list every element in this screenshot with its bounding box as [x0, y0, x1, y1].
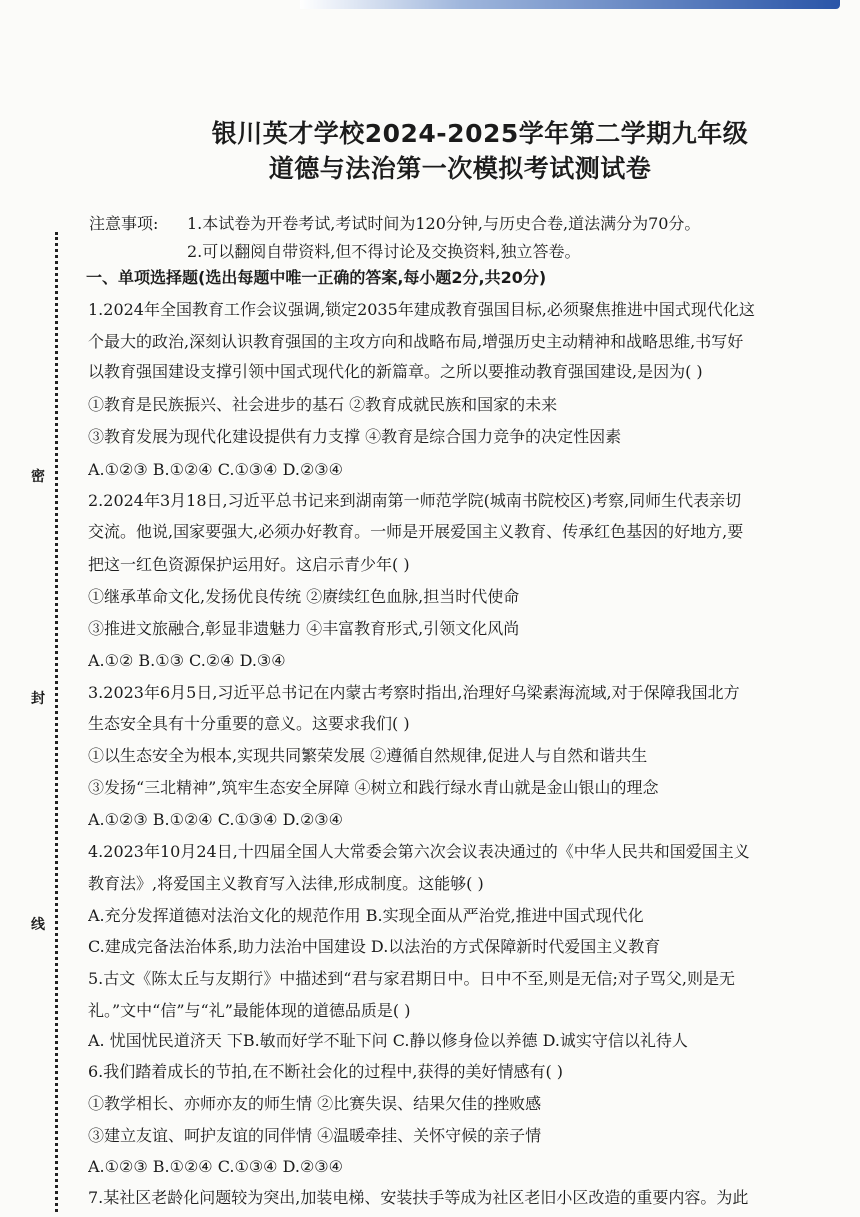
binding-char-feng: 封 — [31, 691, 45, 707]
question-line: 3.2023年6月5日,习近平总书记在内蒙古考察时指出,治理好乌梁素海流域,对于保障我国北方 — [88, 683, 740, 702]
question-line: 教育法》,将爱国主义教育写入法律,形成制度。这能够( ) — [88, 874, 484, 893]
exam-title-line2: 道德与法治第一次模拟考试测试卷 — [268, 154, 652, 183]
question-line: ①以生态安全为根本,实现共同繁荣发展 ②遵循自然规律,促进人与自然和谐共生 — [88, 746, 648, 765]
binding-char-xian: 线 — [31, 917, 45, 933]
question-line: ③建立友谊、呵护友谊的同伴情 ④温暖牵挂、关怀守候的亲子情 — [88, 1126, 542, 1145]
question-line: 个最大的政治,深刻认识教育强国的主攻方向和战略布局,增强历史主动精神和战略思维,书写好 — [88, 332, 744, 351]
question-line: ①教育是民族振兴、社会进步的基石 ②教育成就民族和国家的未来 — [88, 395, 558, 414]
notes-item-1: 1.本试卷为开卷考试,考试时间为120分钟,与历史合卷,道法满分为70分。 — [187, 214, 701, 233]
question-line: A.①②③ B.①②④ C.①③④ D.②③④ — [88, 810, 343, 829]
question-line: C.建成完备法治体系,助力法治中国建设 D.以法治的方式保障新时代爱国主义教育 — [88, 937, 661, 956]
exam-title-line1: 银川英才学校2024-2025学年第二学期九年级 — [211, 119, 749, 148]
scan-top-strip — [300, 0, 840, 9]
question-line: 2.2024年3月18日,习近平总书记来到湖南第一师范学院(城南书院校区)考察,同师生代表亲切 — [88, 491, 742, 510]
question-line: ③教育发展为现代化建设提供有力支撑 ④教育是综合国力竞争的决定性因素 — [88, 427, 622, 446]
question-line: 生态安全具有十分重要的意义。这要求我们( ) — [88, 714, 410, 733]
question-line: 交流。他说,国家要强大,必须办好教育。一师是开展爱国主义教育、传承红色基因的好地方,要 — [88, 522, 744, 541]
question-line: 把这一红色资源保护运用好。这启示青少年( ) — [88, 555, 410, 574]
question-line: 礼。”文中“信”与“礼”最能体现的道德品质是( ) — [88, 1001, 411, 1020]
notes-label: 注意事项: — [89, 214, 159, 233]
question-line: ①教学相长、亦师亦友的师生情 ②比赛失误、结果欠佳的挫败感 — [88, 1094, 542, 1113]
question-line: A.①②③ B.①②④ C.①③④ D.②③④ — [88, 1157, 343, 1176]
binding-char-mi: 密 — [31, 469, 45, 485]
question-line: 1.2024年全国教育工作会议强调,锁定2035年建成教育强国目标,必须聚焦推进中国式现代化这 — [88, 300, 755, 319]
question-line: A.①② B.①③ C.②④ D.③④ — [88, 651, 286, 670]
question-line: ③发扬“三北精神”,筑牢生态安全屏障 ④树立和践行绿水青山就是金山银山的理念 — [88, 778, 659, 797]
question-line: 5.古文《陈太丘与友期行》中描述到“君与家君期日中。日中不至,则是无信;对子骂父,则是无 — [88, 969, 736, 988]
question-line: 6.我们踏着成长的节拍,在不断社会化的过程中,获得的美好情感有( ) — [88, 1062, 564, 1081]
binding-margin-dotted-line — [55, 232, 58, 1212]
question-line: 7.某社区老龄化问题较为突出,加装电梯、安装扶手等成为社区老旧小区改造的重要内容。为此 — [88, 1188, 749, 1207]
question-line: 以教育强国建设支撑引领中国式现代化的新篇章。之所以要推动教育强国建设,是因为( ) — [88, 362, 703, 381]
section-heading: 一、单项选择题(选出每题中唯一正确的答案,每小题2分,共20分) — [86, 268, 547, 287]
question-line: ③推进文旅融合,彰显非遗魅力 ④丰富教育形式,引领文化风尚 — [88, 619, 520, 638]
notes-item-2: 2.可以翻阅自带资料,但不得讨论及交换资料,独立答卷。 — [187, 242, 581, 261]
question-line: A.充分发挥道德对法治文化的规范作用 B.实现全面从严治党,推进中国式现代化 — [88, 906, 644, 925]
question-line: 4.2023年10月24日,十四届全国人大常委会第六次会议表决通过的《中华人民共和国爱国主义 — [88, 842, 750, 861]
question-line: A. 忧国忧民道济天 下B.敏而好学不耻下问 C.静以修身俭以养德 D.诚实守信以礼待人 — [88, 1031, 688, 1050]
question-line: ①继承革命文化,发扬优良传统 ②赓续红色血脉,担当时代使命 — [88, 587, 520, 606]
question-line: A.①②③ B.①②④ C.①③④ D.②③④ — [88, 460, 343, 479]
